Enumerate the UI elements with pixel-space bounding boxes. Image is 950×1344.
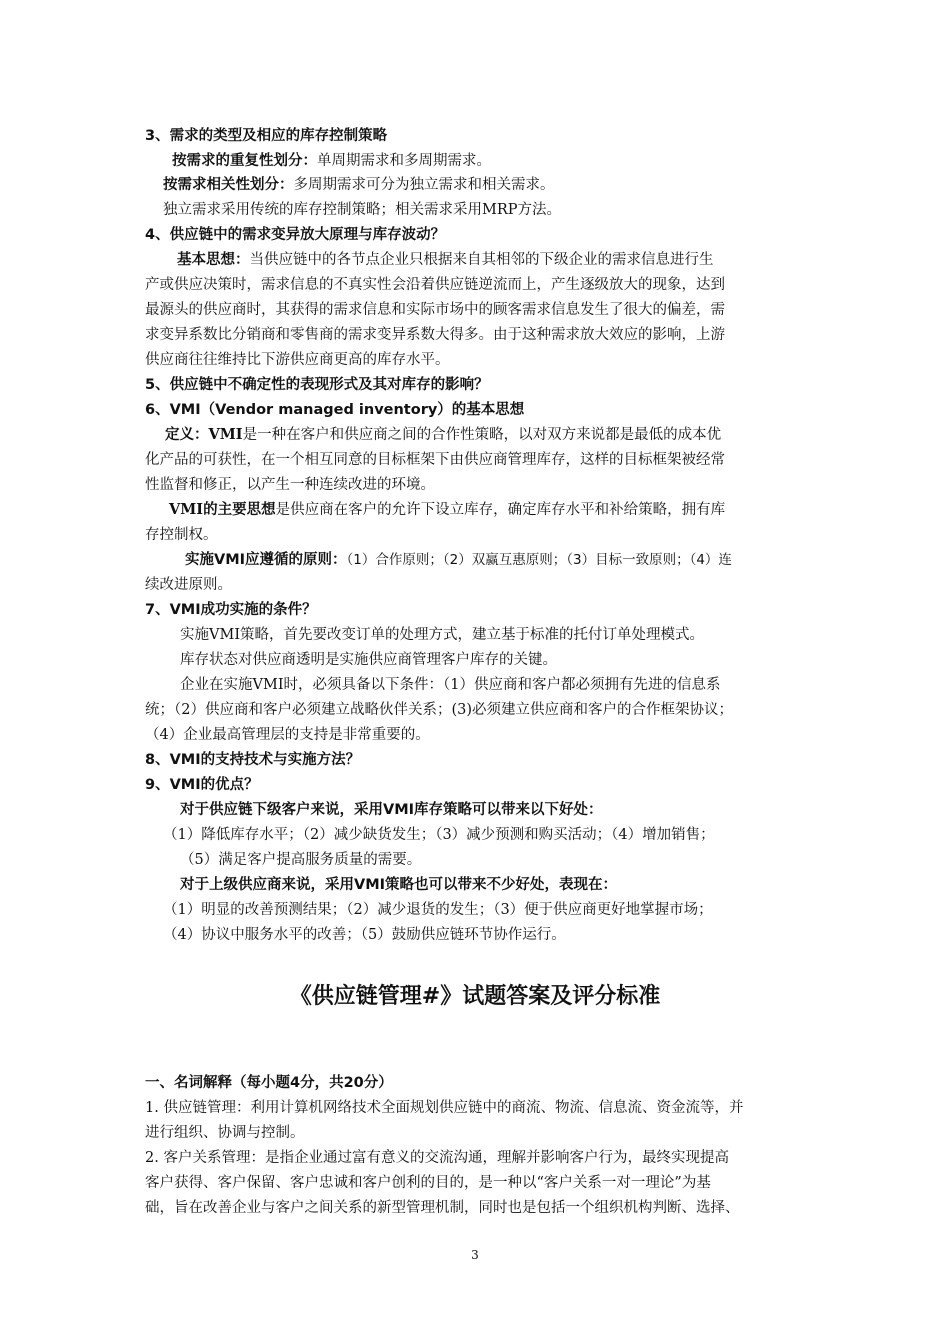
text: （1）合作原则；（2）双赢互惠原则；（3）目标一致原则；（4）连	[346, 552, 732, 568]
q1-line-1: 1. 供应链管理：利用计算机网络技术全面规划供应链中的商流、物流、信息流、资金流等，并	[145, 1100, 744, 1116]
text: 是供应商在客户的允许下设立库存，确定库存水平和补给策略，拥有库	[275, 502, 726, 518]
section-9-sub-1-line-1: （1）降低库存水平；（2）减少缺货发生；（3）减少预测和购买活动；（4）增加销售；	[163, 827, 715, 843]
text: 是一种在客户和供应商之间的合作性策略，以对双方来说都是最低的成本优	[242, 427, 722, 443]
text: 当供应链中的各节点企业只根据来自其相邻的下级企业的需求信息进行生	[249, 252, 714, 268]
section-6-def-line-2: 化产品的可获性，在一个相互同意的目标框架下由供应商管理库存，这样的目标框架被经常	[145, 452, 725, 468]
section-6-main-line-2: 存控制权。	[145, 527, 218, 543]
bold-label: 基本思想：	[177, 251, 250, 268]
section-4-para-line-2: 产或供应决策时，需求信息的不真实性会沿着供应链逆流而上，产生逐级放大的现象，达到	[145, 277, 725, 293]
part-1-heading: 一、名词解释（每小题4分，共20分）	[145, 1075, 393, 1091]
section-6-principles-line-1	[145, 548, 813, 572]
section-7-line-1: 实施VMI策略，首先要改变订单的处理方式，建立基于标准的托付订单处理模式。	[180, 627, 705, 643]
bold-label: 定义：VMI	[165, 426, 243, 443]
section-3-line-1	[172, 149, 813, 173]
section-4-para-line-5: 供应商往往维持比下游供应商更高的库存水平。	[145, 352, 450, 368]
section-6-principles-line-2: 续改进原则。	[145, 577, 232, 593]
bold-label: 按需求的重复性划分：	[172, 152, 317, 169]
section-6-heading: 6、VMI（Vendor managed inventory）的基本思想	[145, 402, 525, 418]
section-6-def-line-1	[145, 423, 813, 447]
text: 单周期需求和多周期需求。	[317, 153, 491, 169]
section-8-heading: 8、VMI的支持技术与实施方法？	[145, 752, 361, 768]
section-4-para-line-1	[145, 248, 813, 272]
bold-label: 按需求相关性划分：	[163, 176, 294, 193]
bold-label: VMI的主要思想	[169, 501, 276, 518]
section-9-sub-2-line-1: （1）明显的改善预测结果；（2）减少退货的发生；（3）便于供应商更好地掌握市场；	[163, 902, 713, 918]
section-7-heading: 7、VMI成功实施的条件？	[145, 602, 317, 618]
section-7-line-4: 统；（2）供应商和客户必须建立战略伙伴关系；(3)必须建立供应商和客户的合作框架协议；	[145, 702, 734, 718]
section-3-line-2	[163, 173, 813, 197]
section-5-heading: 5、供应链中不确定性的表现形式及其对库存的影响？	[145, 377, 489, 393]
q2-line-3: 础，旨在改善企业与客户之间关系的新型管理机制，同时也是包括一个组织机构判断、选择、	[145, 1200, 740, 1216]
q1-line-2: 进行组织、协调与控制。	[145, 1125, 305, 1141]
page-number: 3	[471, 1248, 479, 1262]
q2-line-1: 2. 客户关系管理：是指企业通过富有意义的交流沟通，理解并影响客户行为，最终实现提高	[145, 1150, 729, 1166]
section-4-heading: 4、供应链中的需求变异放大原理与库存波动？	[145, 227, 446, 243]
section-7-line-3: 企业在实施VMI时，必须具备以下条件：（1）供应商和客户都必须拥有先进的信息系	[180, 677, 721, 693]
section-6-main-line-1	[145, 498, 813, 522]
section-9-sub-2-line-2: （4）协议中服务水平的改善；（5）鼓励供应链环节协作运行。	[163, 927, 566, 943]
section-4-para-line-3: 最源头的供应商时，其获得的需求信息和实际市场中的顾客需求信息发生了很大的偏差，需	[145, 302, 725, 318]
bold-label: 实施VMI应遵循的原则：	[185, 552, 347, 568]
section-9-sub-2: 对于上级供应商来说，采用VMI策略也可以带来不少好处，表现在：	[180, 877, 618, 893]
section-3-heading: 3、需求的类型及相应的库存控制策略	[145, 128, 388, 144]
section-3-line-3: 独立需求采用传统的库存控制策略；相关需求采用MRP方法。	[163, 202, 562, 218]
section-9-heading: 9、VMI的优点？	[145, 777, 259, 793]
section-7-line-5: （4）企业最高管理层的支持是非常重要的。	[145, 727, 430, 743]
text: 多周期需求可分为独立需求和相关需求。	[293, 177, 555, 193]
section-9-sub-1: 对于供应链下级客户来说，采用VMI库存策略可以带来以下好处：	[180, 802, 603, 818]
exam-title: 《供应链管理#》试题答案及评分标准	[289, 984, 661, 1009]
section-9-sub-1-line-2: （5）满足客户提高服务质量的需要。	[180, 852, 422, 868]
section-4-para-line-4: 求变异系数比分销商和零售商的需求变异系数大得多。由于这种需求放大效应的影响，上游	[145, 327, 725, 343]
q2-line-2: 客户获得、客户保留、客户忠诚和客户创利的目的，是一种以“客户关系一对一理论”为基	[145, 1175, 711, 1191]
section-6-def-line-3: 性监督和修正，以产生一种连续改进的环境。	[145, 477, 435, 493]
section-7-line-2: 库存状态对供应商透明是实施供应商管理客户库存的关键。	[180, 652, 557, 668]
